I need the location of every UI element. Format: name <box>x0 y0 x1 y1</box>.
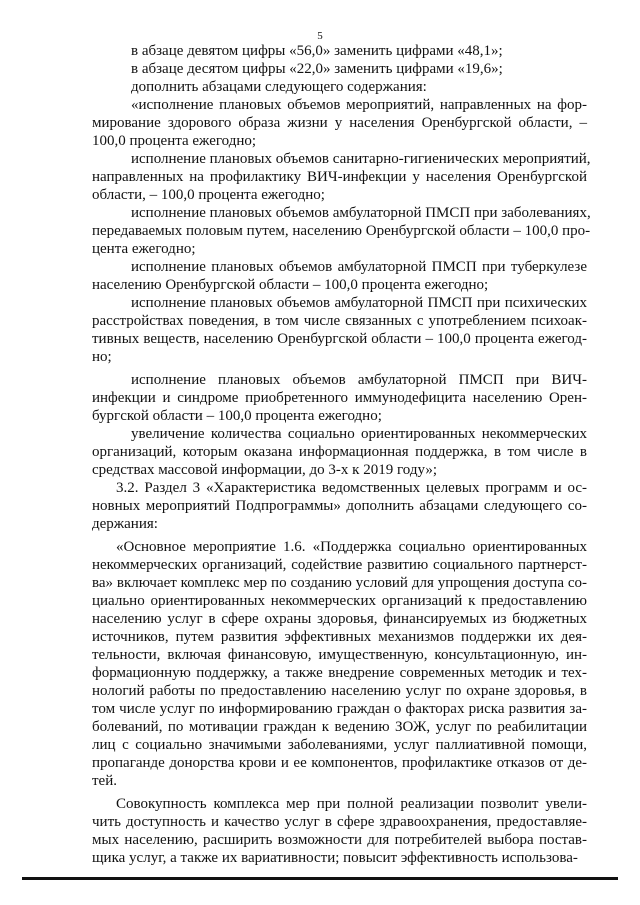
text-line: «исполнение плановых объемов мероприятий, направленных на фор- <box>131 97 587 113</box>
text-line: новных мероприятий Подпрограммы» дополнить абзацами следующего со- <box>92 498 587 514</box>
text-line: мых населению, расширить возможности для потребителей выбора постав- <box>92 832 587 848</box>
paragraph <box>92 795 587 867</box>
text-line: организаций, которым оказана информационная поддержка, в том числе в <box>92 444 587 460</box>
text-line: Совокупность комплекса мер при полной реализации позволит увели- <box>116 796 587 812</box>
text-line: источников, путем развития эффективных механизмов поддержки их дея- <box>92 629 587 645</box>
paragraph <box>92 425 587 479</box>
text-line: исполнение плановых объемов амбулаторной ПМСП при ВИЧ- <box>131 372 587 388</box>
document-body <box>92 42 591 867</box>
text-line: направленных на профилактику ВИЧ-инфекции у населения Оренбургской <box>92 169 587 185</box>
text-line: 100,0 процента ежегодно; <box>92 133 257 149</box>
paragraph <box>92 538 587 790</box>
text-line: исполнение плановых объемов санитарно-гигиенических мероприятий, <box>131 151 591 167</box>
text-line: чить доступность и качество услуг в сфере здравоохранения, предоставляе- <box>92 814 587 830</box>
text-line: щика услуг, а также их вариативности; повысит эффективность использова- <box>92 850 578 866</box>
text-line: 3.2. Раздел 3 «Характеристика ведомственных целевых программ и ос- <box>116 480 587 496</box>
text-line: тей. <box>92 773 117 789</box>
text-line: передаваемых половым путем, населению Оренбургской области – 100,0 про- <box>92 223 591 239</box>
text-line: тивных веществ, населению Оренбургской области – 100,0 процента ежегод- <box>92 331 587 347</box>
text-line: цента ежегодно; <box>92 241 196 257</box>
text-line: тельности, включая финансовую, имущественную, консультационную, ин- <box>92 647 587 663</box>
text-line: расстройствах поведения, в том числе связанных с употреблением психоак- <box>92 313 587 329</box>
text-line: в абзаце десятом цифры «22,0» заменить цифрами «19,6»; <box>131 61 503 77</box>
paragraph <box>92 479 587 533</box>
paragraph <box>92 96 587 150</box>
paragraph <box>92 78 587 96</box>
text-line: некоммерческих организаций, содействие развитию социального партнерст- <box>92 557 587 573</box>
text-line: населению услуг в сфере охраны здоровья, финансируемых из бюджетных <box>92 611 587 627</box>
paragraph <box>92 258 587 294</box>
text-line: исполнение плановых объемов амбулаторной ПМСП при заболеваниях, <box>131 205 591 221</box>
paragraph <box>92 204 591 258</box>
text-line: исполнение плановых объемов амбулаторной ПМСП при туберкулезе <box>131 259 587 275</box>
text-line: бургской области – 100,0 процента ежегодно; <box>92 408 382 424</box>
text-line: мирование здорового образа жизни у населения Оренбургской области, – <box>92 115 587 131</box>
text-line: том числе услуг по информированию граждан о факторах риска развития за- <box>92 701 587 717</box>
text-line: увеличение количества социально ориентированных некоммерческих <box>131 426 587 442</box>
text-line: дополнить абзацами следующего содержания: <box>131 79 427 95</box>
paragraph <box>92 42 587 60</box>
paragraph <box>92 60 587 78</box>
text-line: средствах массовой информации, до 3-х к 2019 году»; <box>92 462 437 478</box>
text-line: в абзаце девятом цифры «56,0» заменить цифрами «48,1»; <box>131 43 503 59</box>
page-number: 5 <box>317 30 323 42</box>
paragraph <box>92 371 587 425</box>
text-line: держания: <box>92 516 158 532</box>
text-line: области, – 100,0 процента ежегодно; <box>92 187 325 203</box>
text-line: исполнение плановых объемов амбулаторной ПМСП при психических <box>131 295 587 311</box>
text-line: пропаганде донорства крови и ее компонентов, профилактике отказов от де- <box>92 755 587 771</box>
text-line: нологий работы по предоставлению населению услуг по охране здоровья, в <box>92 683 587 699</box>
text-line: формационную поддержку, а также внедрение современных методик и тех- <box>92 665 587 681</box>
page-bottom-rule <box>22 877 618 880</box>
text-line: но; <box>92 349 112 365</box>
text-line: болеваний, по мотивации граждан к ведению ЗОЖ, услуг по реабилитации <box>92 719 587 735</box>
text-line: инфекции и синдроме приобретенного иммунодефицита населению Орен- <box>92 390 587 406</box>
text-line: «Основное мероприятие 1.6. «Поддержка социально ориентированных <box>116 539 587 555</box>
text-line: населению Оренбургской области – 100,0 процента ежегодно; <box>92 277 489 293</box>
text-line: лиц с социально значимыми заболеваниями, услуг паллиативной помощи, <box>92 737 587 753</box>
paragraph <box>92 150 591 204</box>
paragraph <box>92 294 587 366</box>
text-line: ва» включает комплекс мер по созданию условий для упрощения доступа со- <box>92 575 587 591</box>
text-line: циально ориентированных некоммерческих организаций к предоставлению <box>92 593 587 609</box>
